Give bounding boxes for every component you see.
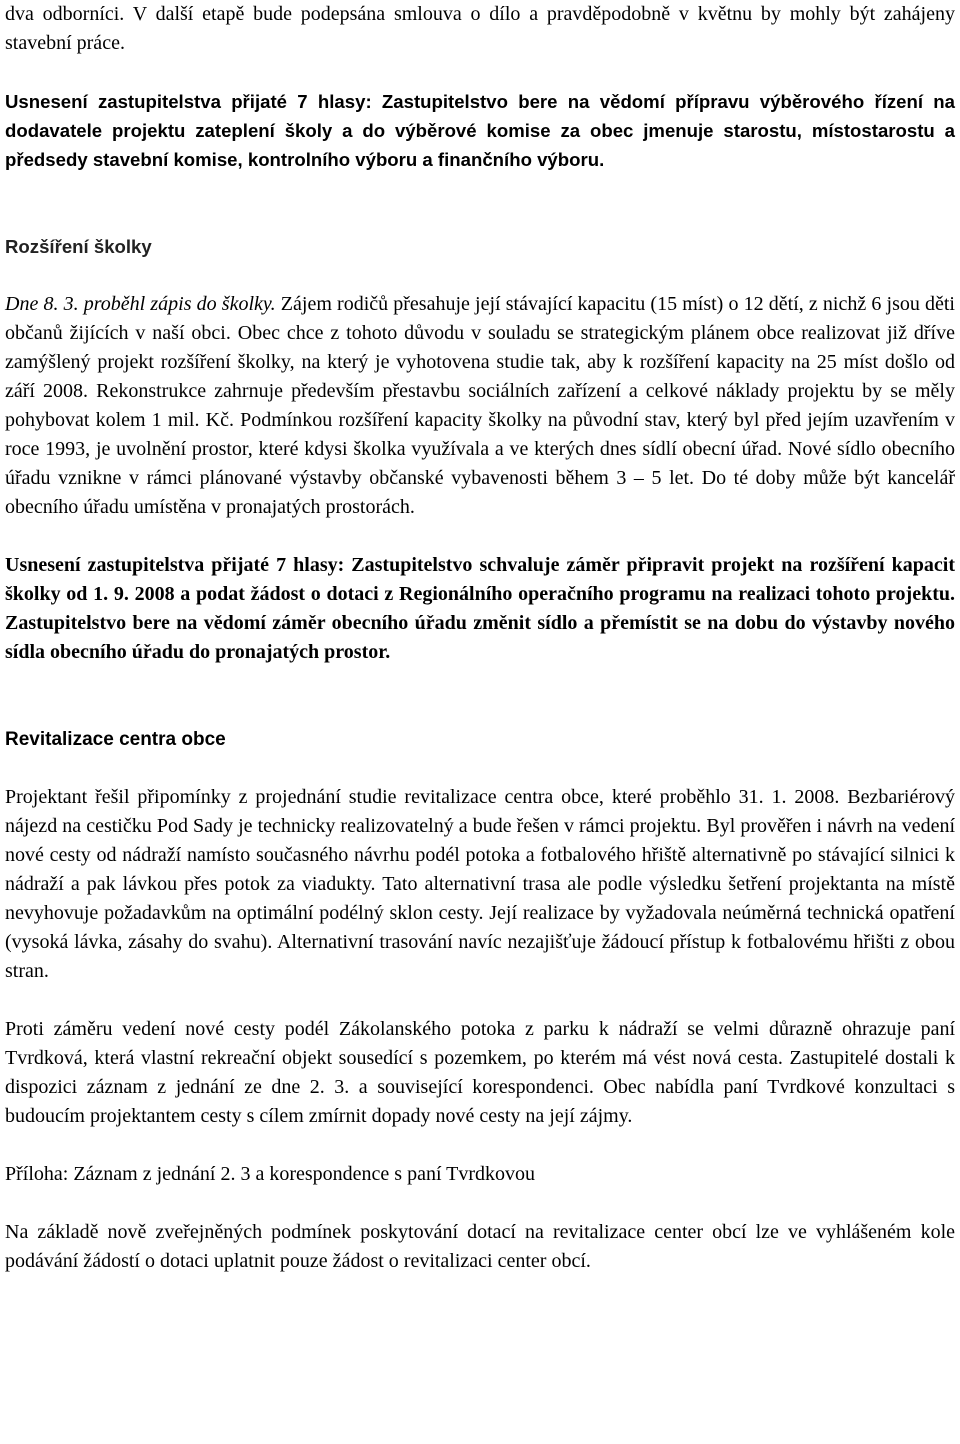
skolka-paragraph	[5, 290, 955, 522]
resolution-paragraph-1: Usnesení zastupitelstva přijaté 7 hlasy: Zastupitelstvo bere na vědomí přípravu výběrového řízení na dodavatele projektu zateplení školy a do výběrové komise za obec jmenuje starostu, místostarostu a předsedy stavební komise, kontrolního výboru a finančního výboru.	[5, 91, 955, 170]
skolka-body: Obec chce z tohoto důvodu v souladu se strategickým plánem obce realizovat již dříve zamýšlený projekt rozšíření školky, na který je vyhotovena studie tak, aby k rozšíření kapacity na 25 míst došlo od září 2008. Rekonstrukce zahrnuje především přestavbu sociálních zařízení a celkové náklady projektu by se měly pohybovat kolem 1 mil. Kč. Podmínkou rozšíření kapacity školky na původní stav, který byl před jejím uzavřením v roce 1993, je uvolnění prostor, které kdysi školka využívala a ve kterých dnes sídlí obecní úřad. Nové sídlo obecního úřadu vznikne v rámci plánované výstavby občanské vybavenosti během 3 – 5 let. Do té doby může být kancelář obecního úřadu umístěna v pronajatých prostorách.	[5, 322, 955, 518]
spacer	[5, 174, 955, 232]
spacer	[5, 1131, 955, 1160]
skolka-lead-rest: Zájem rodičů přesahuje její stávající kapacitu (15 míst) o 12 dětí, z nichž 6 jsou děti občanů žijících v naší obci.	[5, 293, 955, 344]
spacer	[5, 754, 955, 783]
spacer	[5, 1189, 955, 1218]
attachment-line: Příloha: Záznam z jednání 2. 3 a korespondence s paní Tvrdkovou	[5, 1163, 536, 1185]
revitalizace-paragraph-2: Proti záměru vedení nové cesty podél Zákolanského potoka z parku k nádraží se velmi důrazně ohrazuje paní Tvrdková, která vlastní rekreační objekt sousedící s pozemkem, po kterém má vést nová cesta. Zastupitelé dostali k dispozici záznam z jednání ze dne 2. 3. a související korespondenci. Obec nabídla paní Tvrdkové konzultaci s budoucím projektantem cesty s cílem zmírnit dopady nové cesty na její zájmy.	[5, 1018, 955, 1127]
revitalizace-paragraph-3: Na základě nově zveřejněných podmínek poskytování dotací na revitalizace center obcí lze ve vyhlášeném kole podávání žádostí o dotaci uplatnit pouze žádost o revitalizaci center obcí.	[5, 1221, 955, 1272]
spacer	[5, 261, 955, 290]
document-page	[5, 0, 955, 1276]
intro-paragraph: dva odborníci. V další etapě bude podepsána smlouva o dílo a pravděpodobně v květnu by mohly být zahájeny stavební práce.	[5, 3, 955, 54]
spacer	[5, 986, 955, 1015]
resolution-paragraph-2: Usnesení zastupitelstva přijaté 7 hlasy: Zastupitelstvo schvaluje záměr připravit projekt na rozšíření kapacit školky od 1. 9. 2008 a podat žádost o dotaci z Regionálního operačního programu na realizaci tohoto projektu. Zastupitelstvo bere na vědomí záměr obecního úřadu změnit sídlo a přemístit se na dobu do výstavby nového sídla obecního úřadu do pronajatých prostor.	[5, 554, 955, 663]
spacer	[5, 522, 955, 551]
revitalizace-paragraph-1: Projektant řešil připomínky z projednání studie revitalizace centra obce, které proběhlo 31. 1. 2008. Bezbariérový nájezd na cestičku Pod Sady je technicky realizovatelný a bude řešen v rámci projektu. Byl prověřen i návrh na vedení nové cesty od nádraží namísto současného návrhu podél potoka a fotbalového hřiště alternativně po stávající silnici k nádraží a pak lávkou přes potok za viadukty. Tato alternativní trasa ale podle výsledku šetření projektanta na místě nevyhovuje požadavkům na optimální podélný sklon cesty. Její realizace by vyžadovala neúměrná technická opatření (vysoká lávka, zásahy do svahu). Alternativní trasování navíc nezajišťuje žádoucí přístup k fotbalovému hřišti z obou stran.	[5, 786, 955, 982]
spacer	[5, 58, 955, 87]
skolka-lead: Dne 8. 3. proběhl zápis do školky.	[5, 293, 276, 315]
spacer	[5, 667, 955, 725]
section-heading-skolka: Rozšíření školky	[5, 236, 152, 257]
section-heading-revitalizace: Revitalizace centra obce	[5, 729, 226, 750]
